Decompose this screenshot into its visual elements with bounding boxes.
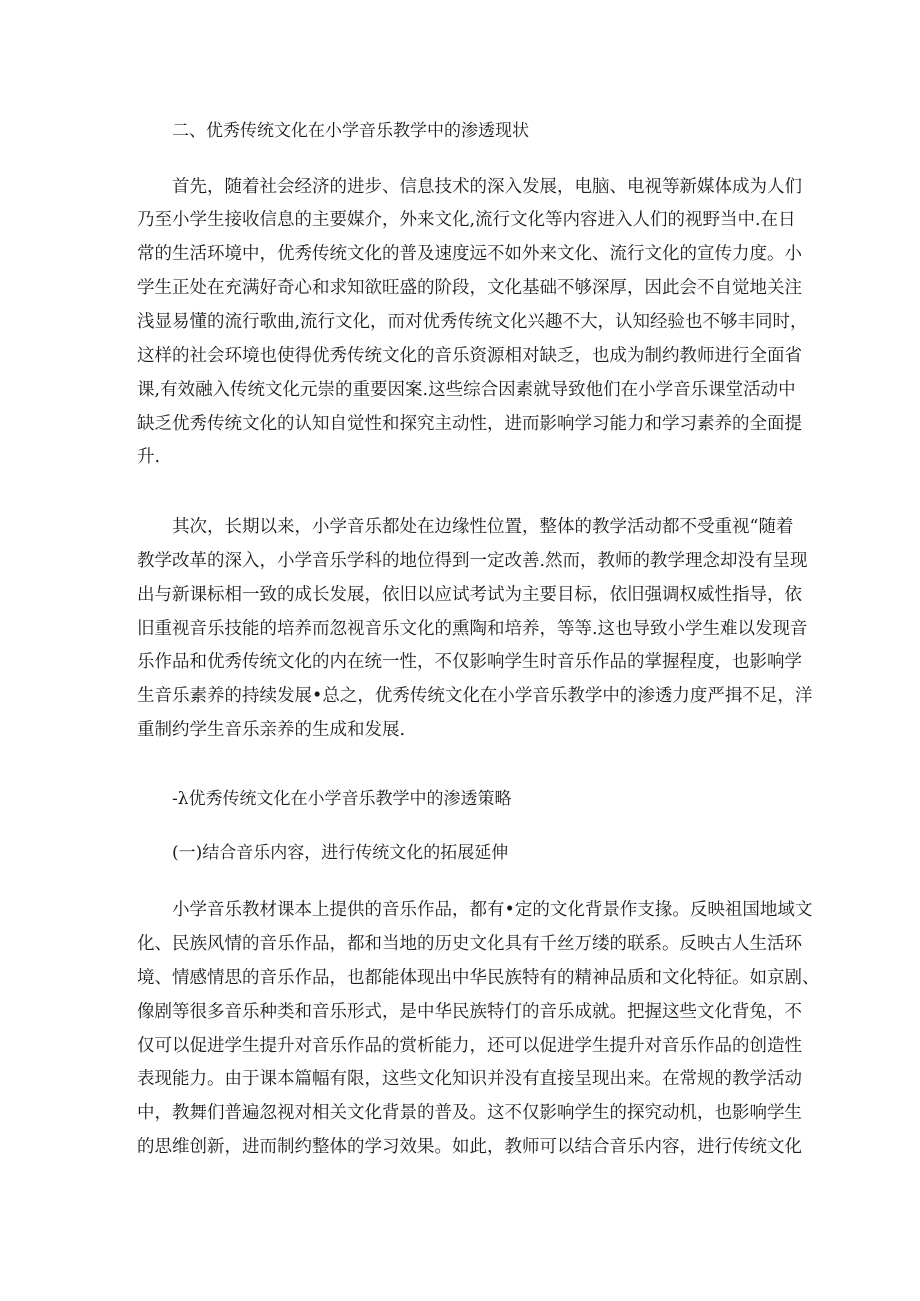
text-line: 表现能力。由于课本篇幅有限，这些文化知识并没有直接呈现出来。在常规的教学活动 (137, 1069, 802, 1089)
text-line: 乐作品和优秀传统文化的内在统一性，不仅影响学生时音乐作品的掌握程度，也影响学 (137, 652, 802, 672)
text-line: 常的生活环境中，优秀传统文化的普及速度远不如外来文化、流行文化的宣传力度。小 (137, 244, 802, 264)
text-line: 这样的社会环境也使得优秀传统文化的音乐资源相对缺乏，也成为制约教师进行全面省 (137, 346, 802, 366)
text-line: 缺乏优秀传统文化的认知自觉性和探究主动性，进而影响学习能力和学习素养的全面提 (137, 414, 802, 434)
text-line: 乃至小学生接收信息的主要媒介，外来文化,流行文化等内容进入人们的视野当中.在日 (137, 210, 796, 230)
text-line: 生音乐素养的持续发展•总之，优秀传统文化在小学音乐教学中的渗透力度严揖不足，洋 (137, 686, 813, 706)
section-heading: -λ优秀传统文化在小学音乐教学中的渗透策略 (172, 789, 512, 809)
text-line: 的思维创新，进而制约整体的学习效果。如此，教师可以结合音乐内容，进行传统文化 (137, 1137, 802, 1157)
text-line: 学生正处在充满好奇心和求知欲旺盛的阶段，文化基础不够深厚，因此会不自觉地关注 (137, 278, 802, 298)
text-line: 其次，长期以来，小学音乐都处在边缘性位置，整体的教学活动都不受重视“随着 (172, 517, 794, 537)
text-line: 首先，随着社会经济的进步、信息技术的深入发展，电脑、电视等新媒体成为人们 (172, 177, 802, 197)
text-line: 浅显易懂的流行歌曲,流行文化，而对优秀传统文化兴趣不大，认知经验也不够丰同时， (137, 312, 808, 332)
text-line: 中，教舞们普遍忽视对相关文化背景的普及。这不仅影响学生的探究动机，也影响学生 (137, 1103, 802, 1123)
text-line: 教学改革的深入，小学音乐学科的地位得到一定改善.然而，教师的教学理念却没有呈现 (137, 551, 808, 571)
text-line: 化、民族风情的音乐作品，都和当地的历史文化具有千丝万缕的联系。反映古人生活环 (137, 934, 802, 954)
text-line: 像剧等很多音乐种类和音乐形式，是中华民族特仃的音乐成就。把握这些文化背兔，不 (137, 1002, 802, 1022)
text-line: 出与新课标相一致的成长发展，依旧以应试考试为主要目标，依旧强调权威性指导，依 (137, 585, 802, 605)
text-line: 升. (137, 447, 161, 467)
text-line: 重制约学生音乐亲养的生成和发展. (137, 720, 406, 740)
text-line: 境、情感情思的音乐作品，也都能体现出中华民族特有的精神品质和文化特征。如京剧、 (137, 968, 820, 988)
text-line: 小学音乐教材课本上提供的音乐作品，都有•定的文化背景作支掾。反映祖国地域文 (172, 900, 813, 920)
subsection-heading: (一)结合音乐内容，进行传统文化的拓展延伸 (172, 843, 509, 863)
section-heading: 二、优秀传统文化在小学音乐教学中的渗透现状 (172, 121, 529, 141)
text-line: 课,有效融入传统文化元崇的重要因案.这些综合因素就导致他们在小学音乐课堂活动中 (137, 380, 796, 400)
text-line: 旧重视音乐技能的培养而忽视音乐文化的熏陶和培养，等等.这也导致小学生难以发现音 (137, 619, 808, 639)
text-line: 仅可以促进学生提升对音乐作品的赏析能力，还可以促进学生提升对音乐作品的创造性 (137, 1036, 802, 1056)
